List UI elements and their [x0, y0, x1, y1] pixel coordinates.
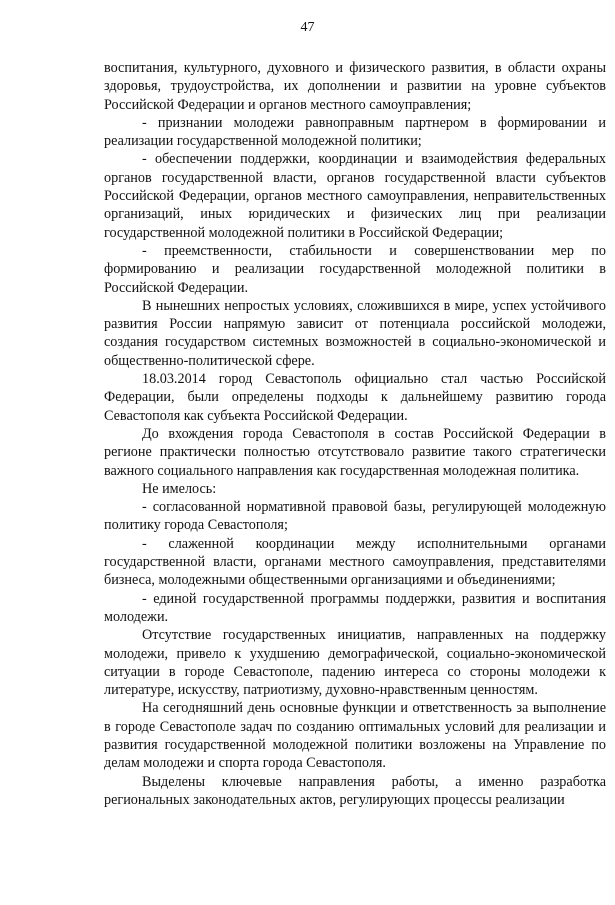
- document-body: [104, 59, 606, 809]
- paragraph-3: - обеспечении поддержки, координации и взаимодействия федеральных органов государственной власти, органов государственной власти субъектов Российской Федерации, органов местного самоуправления, неправительственных организаций, иных юридических и физических лиц при реализации государственной молодежной политики в Российской Федерации;: [104, 151, 606, 241]
- paragraph-10: - слаженной координации между исполнительными органами государственной власти, органами местного самоуправления, представителями бизнеса, молодежными общественными организациями и объединениями;: [104, 535, 606, 589]
- paragraph-11: - единой государственной программы поддержки, развития и воспитания молодежи.: [104, 590, 606, 625]
- page-number: 47: [300, 20, 315, 35]
- paragraph-1: воспитания, культурного, духовного и физического развития, в области охраны здоровья, трудоустройства, их дополнении и развитии на уровне субъектов Российской Федерации и органов местного самоуправления;: [104, 60, 606, 113]
- paragraph-14: Выделены ключевые направления работы, а именно разработка региональных законодательных актов, регулирующих процессы реализации: [104, 773, 606, 808]
- paragraph-13: На сегодняшний день основные функции и ответственность за выполнение в городе Севастополе задач по созданию оптимальных условий для реализации и развития государственной молодежной политики возложены на Управление по делам молодежи и спорта города Севастополя.: [104, 700, 606, 772]
- paragraph-8: Не имелось:: [142, 480, 217, 497]
- paragraph-9: - согласованной нормативной правовой базы, регулирующей молодежную политику города Севастополя;: [104, 499, 606, 534]
- paragraph-6: 18.03.2014 город Севастополь официально стал частью Российской Федерации, были определены подходы к дальнейшему развитию города Севастополя как субъекта Российской Федерации.: [104, 371, 606, 424]
- paragraph-2: - признании молодежи равноправным партнером в формировании и реализации государственной молодежной политики;: [104, 114, 606, 150]
- paragraph-12: Отсутствие государственных инициатив, направленных на поддержку молодежи, привело к ухудшению демографической, социально-экономической ситуации в городе Севастополе, падению интереса со стороны молодежи к литературе, искусству, патриотизму, духовно-нравственным ценностям.: [104, 627, 606, 699]
- paragraph-7: До вхождения города Севастополя в состав Российской Федерации в регионе практически полностью отсутствовало развитие такого стратегически важного социального направления как государственная молодежная политика.: [104, 425, 606, 479]
- paragraph-4: - преемственности, стабильности и совершенствовании мер по формированию и реализации государственной молодежной политики в Российской Федерации.: [104, 242, 606, 296]
- paragraph-5: В нынешних непростых условиях, сложившихся в мире, успех устойчивого развития России напрямую зависит от потенциала российской молодежи, создания государством системных возможностей в социально-экономической и общественно-политической сфере.: [104, 297, 606, 369]
